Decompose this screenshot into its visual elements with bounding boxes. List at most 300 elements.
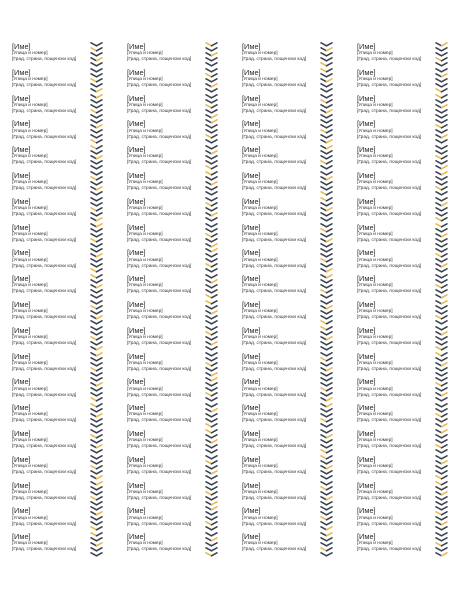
label-name: [Име] [12,42,31,51]
label-name: [Име] [12,196,31,206]
address-label [127,352,233,378]
chevron-leaf-icon [90,94,103,120]
address-label [242,352,348,378]
address-label [12,429,118,455]
address-label [242,403,348,429]
label-street: [Улица и номер] [242,412,278,418]
label-name: [Име] [12,377,31,387]
address-label [127,300,233,326]
chevron-leaf-icon [435,94,448,120]
label-city: [Град, страна, пощенски код] [12,82,77,88]
chevron-leaf-icon [90,352,103,378]
label-name: [Име] [12,119,31,129]
label-street: [Улица и номер] [242,154,278,160]
chevron-leaf-icon [320,145,333,171]
chevron-leaf-icon [320,197,333,223]
label-street: [Улица и номер] [12,515,48,521]
chevron-leaf-icon [90,197,103,223]
label-street: [Улица и номер] [127,438,163,444]
label-name: [Име] [242,506,261,516]
label-city: [Град, страна, пощенски код] [127,392,192,398]
address-label [357,171,462,197]
address-label [357,403,462,429]
address-label [12,68,118,94]
label-city: [Град, страна, пощенски код] [127,444,192,450]
chevron-leaf-icon [435,145,448,171]
address-label [242,171,348,197]
label-name: [Име] [242,145,261,155]
address-label [127,248,233,274]
address-label [357,94,462,120]
chevron-leaf-icon [320,248,333,274]
label-street: [Улица и номер] [242,76,278,82]
label-street: [Улица и номер] [242,51,278,57]
address-label [242,326,348,352]
label-street: [Улица и номер] [242,438,278,444]
address-label [242,197,348,223]
label-name: [Име] [127,300,146,309]
chevron-leaf-icon [320,274,333,300]
label-city: [Град, страна, пощенски код] [12,547,77,553]
address-label [127,481,233,507]
label-name: [Име] [357,403,376,413]
chevron-leaf-icon [320,300,333,326]
chevron-leaf-icon [90,274,103,300]
label-street: [Улица и номер] [242,205,278,211]
label-city: [Град, страна, пощенски код] [357,418,422,424]
chevron-leaf-icon [90,68,103,94]
address-label [127,42,233,68]
label-name: [Име] [12,222,31,232]
address-label [127,506,233,532]
label-name: [Име] [12,506,31,516]
label-city: [Град, страна, пощенски код] [12,521,77,527]
label-street: [Улица и номер] [357,51,393,57]
label-city: [Град, страна, пощенски код] [127,134,192,140]
chevron-leaf-icon [435,197,448,223]
label-street: [Улица и номер] [12,386,48,392]
label-name: [Име] [12,532,31,542]
label-city: [Град, страна, пощенски код] [357,315,422,321]
label-name: [Име] [127,532,146,542]
address-label [12,326,118,352]
label-name: [Име] [242,171,261,180]
label-city: [Град, страна, пощенски код] [357,160,422,166]
label-street: [Улица и номер] [242,309,278,315]
chevron-leaf-icon [435,352,448,378]
label-city: [Град, страна, пощенски код] [357,57,422,63]
address-label [12,171,118,197]
chevron-leaf-icon [205,326,218,352]
chevron-leaf-icon [90,506,103,532]
label-city: [Град, страна, пощенски код] [12,366,77,372]
label-street: [Улица и номер] [357,309,393,315]
label-street: [Улица и номер] [127,205,163,211]
label-city: [Град, страна, пощенски код] [357,82,422,88]
address-label [357,481,462,507]
address-label [12,506,118,532]
address-label [127,94,233,120]
chevron-leaf-icon [435,506,448,532]
address-label [12,248,118,274]
label-city: [Град, страна, пощенски код] [12,444,77,450]
label-street: [Улица и номер] [12,438,48,444]
address-label [12,119,118,145]
label-name: [Име] [12,171,31,180]
label-city: [Град, страна, пощенски код] [12,108,77,114]
label-street: [Улица и номер] [357,541,393,547]
address-label [12,352,118,378]
label-street: [Улица и номер] [127,180,163,186]
label-name: [Име] [242,377,261,387]
address-label [242,506,348,532]
address-label [242,119,348,145]
label-city: [Град, страна, пощенски код] [127,108,192,114]
address-label [127,119,233,145]
address-label [357,248,462,274]
label-city: [Град, страна, пощенски код] [357,392,422,398]
label-name: [Име] [127,377,146,387]
chevron-leaf-icon [90,377,103,403]
label-street: [Улица и номер] [12,412,48,418]
label-name: [Име] [12,454,31,464]
chevron-leaf-icon [435,248,448,274]
address-label [12,42,118,68]
chevron-leaf-icon [205,506,218,532]
label-street: [Улица и номер] [127,76,163,82]
label-street: [Улица и номер] [242,515,278,521]
label-street: [Улица и номер] [357,360,393,366]
label-street: [Улица и номер] [12,283,48,289]
label-street: [Улица и номер] [242,360,278,366]
label-street: [Улица и номер] [12,51,48,57]
label-name: [Име] [242,274,261,284]
label-name: [Име] [12,351,31,361]
label-name: [Име] [357,42,376,51]
label-city: [Град, страна, пощенски код] [357,469,422,475]
chevron-leaf-icon [205,171,218,197]
label-street: [Улица и номер] [357,257,393,263]
label-street: [Улица и номер] [12,489,48,495]
chevron-leaf-icon [320,326,333,352]
label-name: [Име] [242,480,261,490]
label-street: [Улица и номер] [127,154,163,160]
chevron-leaf-icon [320,119,333,145]
chevron-leaf-icon [90,119,103,145]
label-street: [Улица и номер] [127,231,163,237]
address-label [127,532,233,558]
address-label [242,481,348,507]
label-name: [Име] [127,171,146,180]
address-label [127,326,233,352]
label-city: [Град, страна, пощенски код] [127,263,192,269]
address-label [357,377,462,403]
label-street: [Улица и номер] [242,231,278,237]
chevron-leaf-icon [90,300,103,326]
address-label [127,274,233,300]
address-label [242,42,348,68]
label-name: [Име] [242,429,261,438]
label-city: [Град, страна, пощенски код] [127,340,192,346]
label-street: [Улица и номер] [357,205,393,211]
label-name: [Име] [127,480,146,490]
label-street: [Улица и номер] [12,360,48,366]
chevron-leaf-icon [205,274,218,300]
label-name: [Име] [12,274,31,284]
label-city: [Град, страна, пощенски код] [12,392,77,398]
address-label [242,532,348,558]
label-city: [Град, страна, пощенски код] [127,57,192,63]
label-name: [Име] [357,506,376,516]
label-city: [Град, страна, пощенски код] [242,444,307,450]
label-city: [Град, страна, пощенски код] [357,108,422,114]
label-name: [Име] [357,532,376,542]
chevron-leaf-icon [90,171,103,197]
chevron-leaf-icon [205,68,218,94]
label-name: [Име] [242,42,261,51]
label-city: [Град, страна, пощенски код] [242,82,307,88]
label-name: [Име] [357,93,376,103]
label-city: [Град, страна, пощенски код] [357,211,422,217]
label-name: [Име] [357,480,376,490]
address-label [357,429,462,455]
chevron-leaf-icon [205,119,218,145]
address-label [242,94,348,120]
label-street: [Улица и номер] [12,76,48,82]
chevron-leaf-icon [435,455,448,481]
chevron-leaf-icon [435,274,448,300]
label-street: [Улица и номер] [127,541,163,547]
label-name: [Име] [242,325,261,335]
chevron-leaf-icon [435,326,448,352]
label-city: [Град, страна, пощенски код] [127,366,192,372]
label-name: [Име] [127,403,146,413]
chevron-leaf-icon [90,532,103,558]
label-name: [Име] [242,248,261,258]
address-label [357,119,462,145]
label-name: [Име] [12,248,31,258]
label-name: [Име] [12,480,31,490]
chevron-leaf-icon [205,403,218,429]
address-label [127,68,233,94]
chevron-leaf-icon [205,145,218,171]
address-label [357,326,462,352]
label-city: [Град, страна, пощенски код] [127,547,192,553]
label-street: [Улица и номер] [127,309,163,315]
label-street: [Улица и номер] [127,51,163,57]
label-city: [Град, страна, пощенски код] [127,315,192,321]
address-label [242,145,348,171]
label-city: [Град, страна, пощенски код] [242,160,307,166]
label-street: [Улица и номер] [357,412,393,418]
address-label [357,145,462,171]
label-street: [Улица и номер] [357,231,393,237]
label-city: [Град, страна, пощенски код] [357,547,422,553]
chevron-leaf-icon [435,42,448,68]
label-street: [Улица и номер] [242,541,278,547]
label-street: [Улица и номер] [357,283,393,289]
address-label [357,300,462,326]
label-street: [Улица и номер] [242,463,278,469]
label-city: [Град, страна, пощенски код] [242,211,307,217]
label-city: [Град, страна, пощенски код] [12,160,77,166]
label-city: [Град, страна, пощенски код] [242,289,307,295]
address-label [242,377,348,403]
label-city: [Град, страна, пощенски код] [357,521,422,527]
label-name: [Име] [242,93,261,103]
label-city: [Град, страна, пощенски код] [242,547,307,553]
label-street: [Улица и номер] [127,128,163,134]
chevron-leaf-icon [435,532,448,558]
label-name: [Име] [242,222,261,232]
label-street: [Улица и номер] [357,438,393,444]
address-label [127,455,233,481]
label-city: [Град, страна, пощенски код] [242,186,307,192]
label-street: [Улица и номер] [127,412,163,418]
label-name: [Име] [357,325,376,335]
label-name: [Име] [357,454,376,464]
chevron-leaf-icon [320,429,333,455]
chevron-leaf-icon [435,223,448,249]
label-name: [Име] [357,274,376,284]
label-city: [Град, страна, пощенски код] [242,315,307,321]
label-city: [Град, страна, пощенски код] [242,134,307,140]
address-label [127,403,233,429]
label-name: [Име] [12,93,31,103]
address-label [357,455,462,481]
address-label [242,223,348,249]
chevron-leaf-icon [205,42,218,68]
label-name: [Име] [127,248,146,258]
label-city: [Град, страна, пощенски код] [12,263,77,269]
label-street: [Улица и номер] [127,102,163,108]
label-street: [Улица и номер] [12,257,48,263]
address-label [12,300,118,326]
label-name: [Име] [357,171,376,180]
chevron-leaf-icon [320,532,333,558]
chevron-leaf-icon [90,481,103,507]
label-city: [Град, страна, пощенски код] [357,237,422,243]
label-street: [Улица и номер] [357,334,393,340]
chevron-leaf-icon [320,481,333,507]
label-city: [Град, страна, пощенски код] [357,495,422,501]
label-name: [Име] [12,429,31,438]
chevron-leaf-icon [320,377,333,403]
label-street: [Улица и номер] [357,180,393,186]
chevron-leaf-icon [435,403,448,429]
address-label [127,145,233,171]
label-city: [Град, страна, пощенски код] [127,82,192,88]
label-city: [Град, страна, пощенски код] [242,418,307,424]
address-label [357,274,462,300]
address-label [357,532,462,558]
label-name: [Име] [357,222,376,232]
chevron-leaf-icon [435,119,448,145]
chevron-leaf-icon [320,352,333,378]
chevron-leaf-icon [90,455,103,481]
label-city: [Град, страна, пощенски код] [12,340,77,346]
label-city: [Град, страна, пощенски код] [127,289,192,295]
address-label [12,403,118,429]
label-city: [Град, страна, пощенски код] [12,315,77,321]
address-label [127,223,233,249]
label-street: [Улица и номер] [357,515,393,521]
address-label [12,145,118,171]
label-name: [Име] [242,196,261,206]
label-street: [Улица и номер] [12,102,48,108]
chevron-leaf-icon [90,223,103,249]
label-city: [Град, страна, пощенски код] [12,57,77,63]
chevron-leaf-icon [90,248,103,274]
chevron-leaf-icon [320,223,333,249]
address-label [242,300,348,326]
label-city: [Град, страна, пощенски код] [242,392,307,398]
label-street: [Улица и номер] [242,180,278,186]
label-street: [Улица и номер] [242,283,278,289]
label-street: [Улица и номер] [12,205,48,211]
chevron-leaf-icon [435,377,448,403]
label-street: [Улица и номер] [242,128,278,134]
label-name: [Име] [127,222,146,232]
label-name: [Име] [242,67,261,77]
chevron-leaf-icon [320,506,333,532]
label-city: [Град, страна, пощенски код] [12,418,77,424]
address-label [12,274,118,300]
label-name: [Име] [12,145,31,155]
label-city: [Град, страна, пощенски код] [357,186,422,192]
address-label [357,42,462,68]
label-name: [Име] [242,403,261,413]
label-street: [Улица и номер] [242,257,278,263]
chevron-leaf-icon [320,403,333,429]
chevron-leaf-icon [205,248,218,274]
label-name: [Име] [357,429,376,438]
address-label [12,532,118,558]
address-label [127,171,233,197]
chevron-leaf-icon [205,377,218,403]
label-name: [Име] [357,300,376,309]
address-label [357,223,462,249]
label-name: [Име] [357,351,376,361]
label-name: [Име] [127,351,146,361]
chevron-leaf-icon [205,532,218,558]
address-label [12,223,118,249]
label-city: [Град, страна, пощенски код] [242,263,307,269]
label-name: [Име] [242,119,261,129]
chevron-leaf-icon [320,171,333,197]
label-name: [Име] [357,248,376,258]
label-city: [Град, страна, пощенски код] [12,495,77,501]
chevron-leaf-icon [90,429,103,455]
label-city: [Град, страна, пощенски код] [242,340,307,346]
label-name: [Име] [12,67,31,77]
label-name: [Име] [242,351,261,361]
label-street: [Улица и номер] [12,334,48,340]
label-street: [Улица и номер] [12,231,48,237]
label-street: [Улица и номер] [242,489,278,495]
address-label [12,377,118,403]
address-label [357,197,462,223]
label-name: [Име] [127,274,146,284]
address-label [357,506,462,532]
label-city: [Град, страна, пощенски код] [242,469,307,475]
label-street: [Улица и номер] [127,386,163,392]
label-street: [Улица и номер] [357,128,393,134]
chevron-leaf-icon [435,481,448,507]
label-street: [Улица и номер] [12,309,48,315]
label-city: [Град, страна, пощенски код] [127,160,192,166]
label-city: [Град, страна, пощенски код] [242,521,307,527]
